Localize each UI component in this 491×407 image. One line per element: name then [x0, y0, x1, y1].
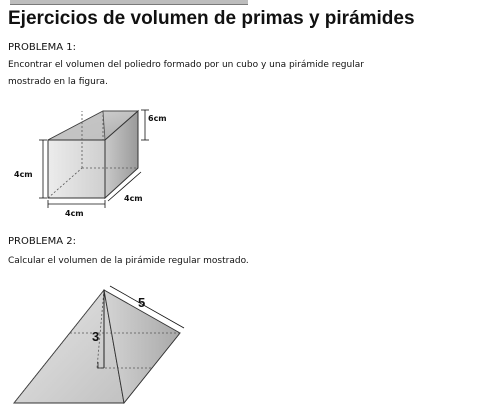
- cube-height-label: 4cm: [14, 170, 33, 179]
- cube-depth-label: 4cm: [124, 194, 143, 203]
- header-rule: [10, 0, 248, 5]
- problem-2-statement: Calcular el volumen de la pirámide regular mostrado.: [8, 256, 249, 266]
- cube-pyramid-figure: [0, 104, 200, 224]
- problem-1-statement-line-1: Encontrar el volumen del poliedro formado por un cubo y una pirámide regular: [8, 60, 364, 70]
- cube-width-dimension: [48, 200, 105, 208]
- pyramid-height-label: 6cm: [148, 114, 167, 123]
- pyramid-height-label: 3: [92, 329, 100, 344]
- slant-height-label: 5: [138, 295, 146, 310]
- regular-pyramid-figure: [0, 280, 220, 407]
- problem-1-label: PROBLEMA 1:: [8, 42, 76, 53]
- cube-width-label: 4cm: [65, 209, 84, 218]
- cube-height-dimension: [39, 140, 47, 198]
- problem-1-statement-line-2: mostrado en la figura.: [8, 77, 108, 87]
- pyramid-front-face: [48, 111, 105, 140]
- cube-front-face: [48, 140, 105, 198]
- page-title: Ejercicios de volumen de primas y pirámides: [8, 8, 415, 29]
- problem-2-label: PROBLEMA 2:: [8, 236, 76, 247]
